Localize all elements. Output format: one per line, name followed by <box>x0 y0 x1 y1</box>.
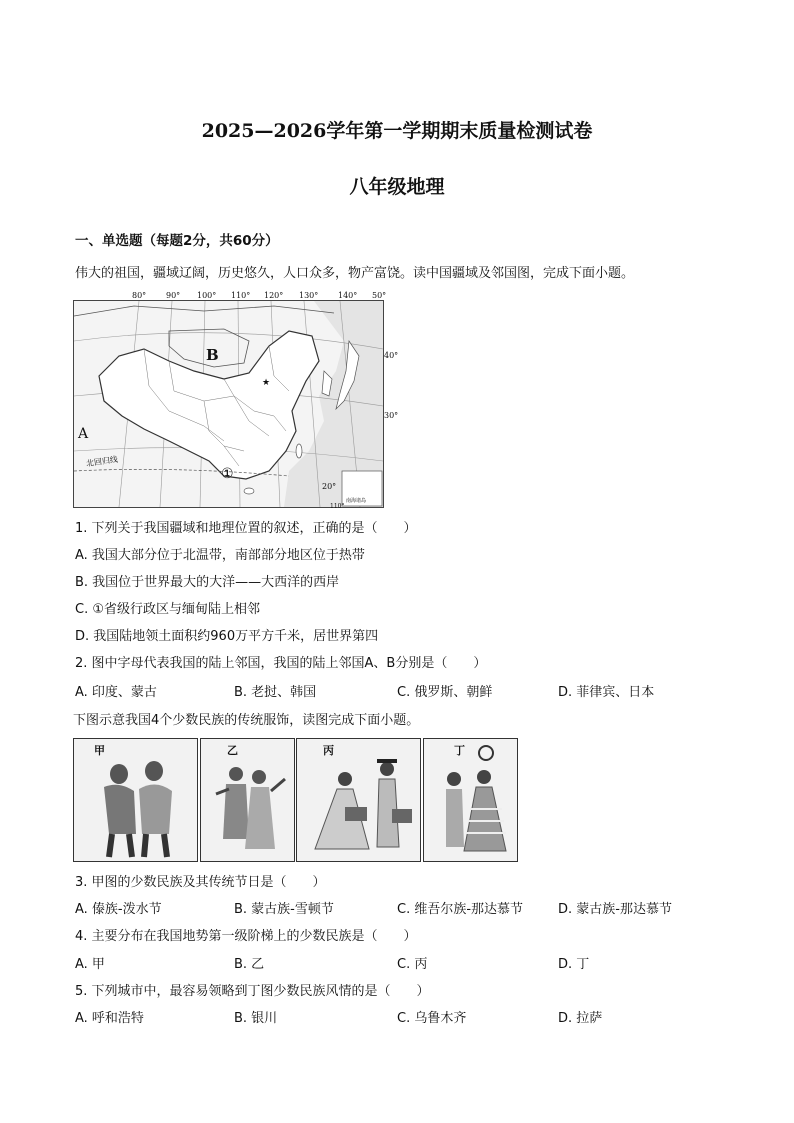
question-1-option-b: B. 我国位于世界最大的大洋——大西洋的西岸 <box>75 575 340 590</box>
lon-label-bottom: 110° <box>330 503 345 510</box>
subject-title: 八年级地理 <box>349 176 445 198</box>
question-4-stem: 4. 主要分布在我国地势第一级阶梯上的少数民族是（ ） <box>75 929 417 944</box>
question-2-option-c: C. 俄罗斯、朝鲜 <box>397 685 493 700</box>
question-1-option-c: C. ①省级行政区与缅甸陆上相邻 <box>75 602 260 617</box>
question-2-option-a: A. 印度、蒙古 <box>75 685 157 700</box>
lat-label: 40° <box>384 351 399 360</box>
question-2-option-b: B. 老挝、韩国 <box>234 685 317 700</box>
section-heading: 一、单选题（每题2分，共60分） <box>75 233 279 249</box>
wrestlers-illustration <box>74 739 197 861</box>
map-label-a: A <box>78 426 89 442</box>
question-4-option-a: A. 甲 <box>75 957 105 972</box>
question-2-option-d: D. 菲律宾、日本 <box>558 685 655 700</box>
lon-label: 110° <box>231 291 251 300</box>
map-label-b: B <box>206 346 219 364</box>
drum-dancers-illustration <box>297 739 420 861</box>
question-5-stem: 5. 下列城市中，最容易领略到丁图少数民族风情的是（ ） <box>75 984 430 999</box>
question-4-option-c: C. 丙 <box>397 957 428 972</box>
lon-label: 120° <box>264 291 284 300</box>
exam-title: 2025—2026学年第一学期期末质量检测试卷 <box>201 120 593 142</box>
question-3-option-a: A. 傣族-泼水节 <box>75 902 162 917</box>
intro-text-map: 伟大的祖国，疆域辽阔，历史悠久，人口众多，物产富饶。读中国疆域及邻国图，完成下面小题。 <box>75 266 635 281</box>
lon-label: 140° <box>338 291 358 300</box>
question-1-option-a: A. 我国大部分位于北温带，南部部分地区位于热带 <box>75 548 365 563</box>
costume-picture-bing <box>296 738 421 862</box>
costume-picture-yi <box>200 738 295 862</box>
question-1-stem: 1. 下列关于我国疆域和地理位置的叙述，正确的是（ ） <box>75 521 417 536</box>
question-3-option-b: B. 蒙古族-雪顿节 <box>234 902 334 917</box>
costume-picture-ding <box>423 738 518 862</box>
question-5-option-b: B. 银川 <box>234 1011 278 1026</box>
question-3-option-c: C. 维吾尔族-那达慕节 <box>397 902 524 917</box>
picture-label-bing: 丙 <box>323 744 334 757</box>
question-2-stem: 2. 图中字母代表我国的陆上邻国，我国的陆上邻国A、B分别是（ ） <box>75 656 487 671</box>
lat-label: 30° <box>384 411 399 420</box>
dancers-illustration <box>201 739 294 861</box>
picture-label-ding: 丁 <box>454 744 465 757</box>
question-5-option-c: C. 乌鲁木齐 <box>397 1011 467 1026</box>
map-marker-1: ① <box>221 466 234 482</box>
question-3-stem: 3. 甲图的少数民族及其传统节日是（ ） <box>75 875 326 890</box>
lon-label: 130° <box>299 291 319 300</box>
picture-label-yi: 乙 <box>227 744 238 757</box>
inset-label: 南海诸岛 <box>346 498 367 504</box>
question-5-option-d: D. 拉萨 <box>558 1011 603 1026</box>
picture-label-jia: 甲 <box>94 744 105 757</box>
question-5-option-a: A. 呼和浩特 <box>75 1011 144 1026</box>
lon-label: 100° <box>197 291 217 300</box>
tambourine-dancers-illustration <box>424 739 517 861</box>
lon-label: 90° <box>166 291 181 300</box>
lat-label: 20° <box>322 482 337 491</box>
question-1-option-d: D. 我国陆地领土面积约960万平方千米，居世界第四 <box>75 629 379 644</box>
lon-label: 80° <box>132 291 147 300</box>
china-territory-map <box>73 300 384 508</box>
lon-label: 50° <box>372 291 387 300</box>
question-4-option-d: D. 丁 <box>558 957 590 972</box>
tropic-label: 北回归线 <box>85 454 119 469</box>
svg-text:★: ★ <box>262 378 271 388</box>
question-4-option-b: B. 乙 <box>234 957 265 972</box>
intro-text-costumes: 下图示意我国4个少数民族的传统服饰，读图完成下面小题。 <box>73 713 420 728</box>
question-3-option-d: D. 蒙古族-那达慕节 <box>558 902 672 917</box>
costume-picture-jia <box>73 738 198 862</box>
